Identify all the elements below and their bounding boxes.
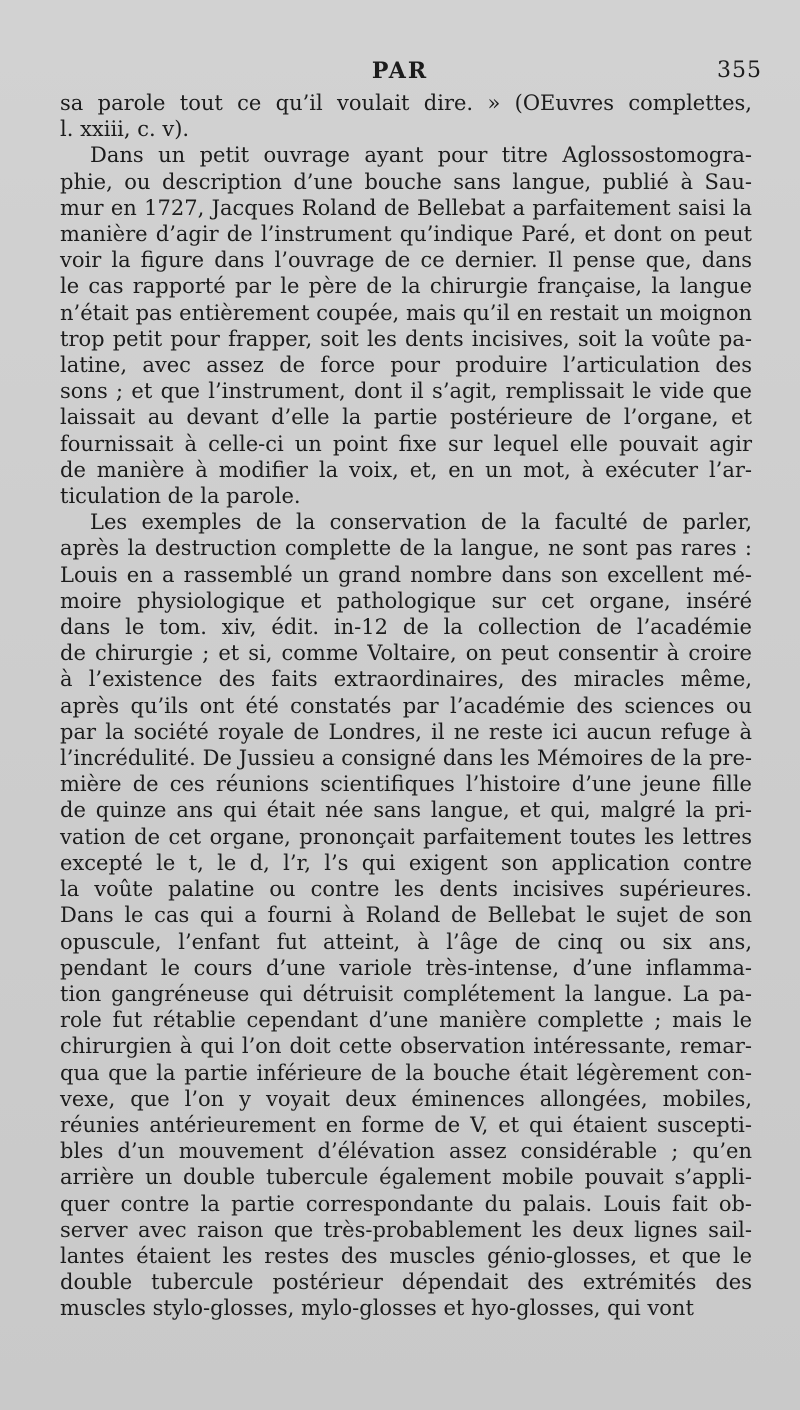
text-line: trop petit pour frapper, soit les dents incisives, soit la voûte pa-	[60, 326, 752, 351]
text-line: la voûte palatine ou contre les dents incisives supérieures.	[60, 877, 752, 902]
text-line: vation de cet organe, prononçait parfaitement toutes les lettres	[60, 824, 752, 849]
running-title: PAR	[371, 58, 429, 84]
text-line: manière d’agir de l’instrument qu’indique Paré, et dont on peut	[60, 222, 752, 247]
text-line: pendant le cours d’une variole très-intense, d’une inflamma-	[60, 955, 752, 980]
page-number: 355	[717, 58, 762, 83]
paragraph-2	[60, 142, 752, 509]
page-header	[0, 58, 800, 88]
text-line: réunies antérieurement en forme de V, et qui étaient suscepti-	[60, 1112, 752, 1137]
text-line: mur en 1727, Jacques Roland de Bellebat a parfaitement saisi la	[60, 195, 752, 220]
text-line: vexe, que l’on y voyait deux éminences allongées, mobiles,	[60, 1086, 752, 1111]
text-line: role fut rétablie cependant d’une manière complette ; mais le	[60, 1008, 752, 1033]
text-line: Dans le cas qui a fourni à Roland de Bellebat le sujet de son	[60, 903, 752, 928]
paragraph-3	[60, 509, 752, 1321]
text-line: sons ; et que l’instrument, dont il s’agit, remplissait le vide que	[60, 379, 752, 404]
text-line: l. xxiii, c. v).	[60, 117, 190, 142]
text-line: après qu’ils ont été constatés par l’académie des sciences ou	[60, 693, 752, 718]
text-line: de manière à modifier la voix, et, en un mot, à exécuter l’ar-	[60, 457, 752, 482]
text-line: Les exemples de la conservation de la faculté de parler,	[90, 510, 752, 535]
text-line: excepté le t, le d, l’r, l’s qui exigent son application contre	[60, 850, 752, 875]
text-line: qua que la partie inférieure de la bouche était légèrement con-	[60, 1060, 752, 1085]
text-line: sa parole tout ce qu’il voulait dire. » (OEuvres complettes,	[60, 91, 752, 115]
text-line: double tubercule postérieur dépendait des extrémités des	[60, 1270, 752, 1295]
text-line: après la destruction complette de la langue, ne sont pas rares :	[60, 536, 752, 561]
text-line: n’était pas entièrement coupée, mais qu’il en restait un moignon	[60, 300, 752, 325]
text-line: phie, ou description d’une bouche sans langue, publié à Sau-	[60, 169, 752, 194]
text-line: dans le tom. xiv, édit. in-12 de la collection de l’académie	[60, 615, 752, 640]
text-line: chirurgien à qui l’on doit cette observation intéressante, remar-	[60, 1034, 752, 1059]
text-line: de chirurgie ; et si, comme Voltaire, on peut consentir à croire	[60, 641, 752, 666]
text-line: à l’existence des faits extraordinaires, des miracles même,	[60, 667, 752, 692]
text-line: laissait au devant d’elle la partie postérieure de l’organe, et	[60, 405, 752, 430]
text-line: lantes étaient les restes des muscles génio-glosses, et que le	[60, 1243, 752, 1268]
text-line: Dans un petit ouvrage ayant pour titre Aglossostomogra-	[90, 143, 752, 168]
text-line: bles d’un mouvement d’élévation assez considérable ; qu’en	[60, 1139, 752, 1164]
text-line: voir la figure dans l’ouvrage de ce dernier. Il pense que, dans	[60, 248, 752, 273]
text-line: le cas rapporté par le père de la chirurgie française, la langue	[60, 274, 752, 299]
text-line: de quinze ans qui était née sans langue, et qui, malgré la pri-	[60, 798, 752, 823]
text-line: server avec raison que très-probablement les deux lignes sail-	[60, 1217, 752, 1242]
text-line: par la société royale de Londres, il ne reste ici aucun refuge à	[60, 719, 752, 744]
body-text	[60, 90, 752, 1322]
text-line: fournissait à celle-ci un point fixe sur lequel elle pouvait agir	[60, 431, 752, 456]
text-line: mière de ces réunions scientifiques l’histoire d’une jeune fille	[60, 772, 752, 797]
text-line: tion gangréneuse qui détruisit complétement la langue. La pa-	[60, 981, 752, 1006]
text-line: Louis en a rassemblé un grand nombre dans son excellent mé-	[60, 562, 752, 587]
text-line: ticulation de la parole.	[60, 484, 301, 509]
text-line: quer contre la partie correspondante du palais. Louis fait ob-	[60, 1191, 752, 1216]
text-line: arrière un double tubercule également mobile pouvait s’appli-	[60, 1165, 752, 1190]
text-line: muscles stylo-glosses, mylo-glosses et hyo-glosses, qui vont	[60, 1296, 694, 1321]
text-line: l’incrédulité. De Jussieu a consigné dans les Mémoires de la pre-	[60, 746, 752, 771]
text-line: opuscule, l’enfant fut atteint, à l’âge de cinq ou six ans,	[60, 929, 752, 954]
paragraph-1	[60, 90, 752, 142]
text-line: moire physiologique et pathologique sur cet organe, inséré	[60, 588, 752, 613]
text-line: latine, avec assez de force pour produire l’articulation des	[60, 353, 752, 378]
